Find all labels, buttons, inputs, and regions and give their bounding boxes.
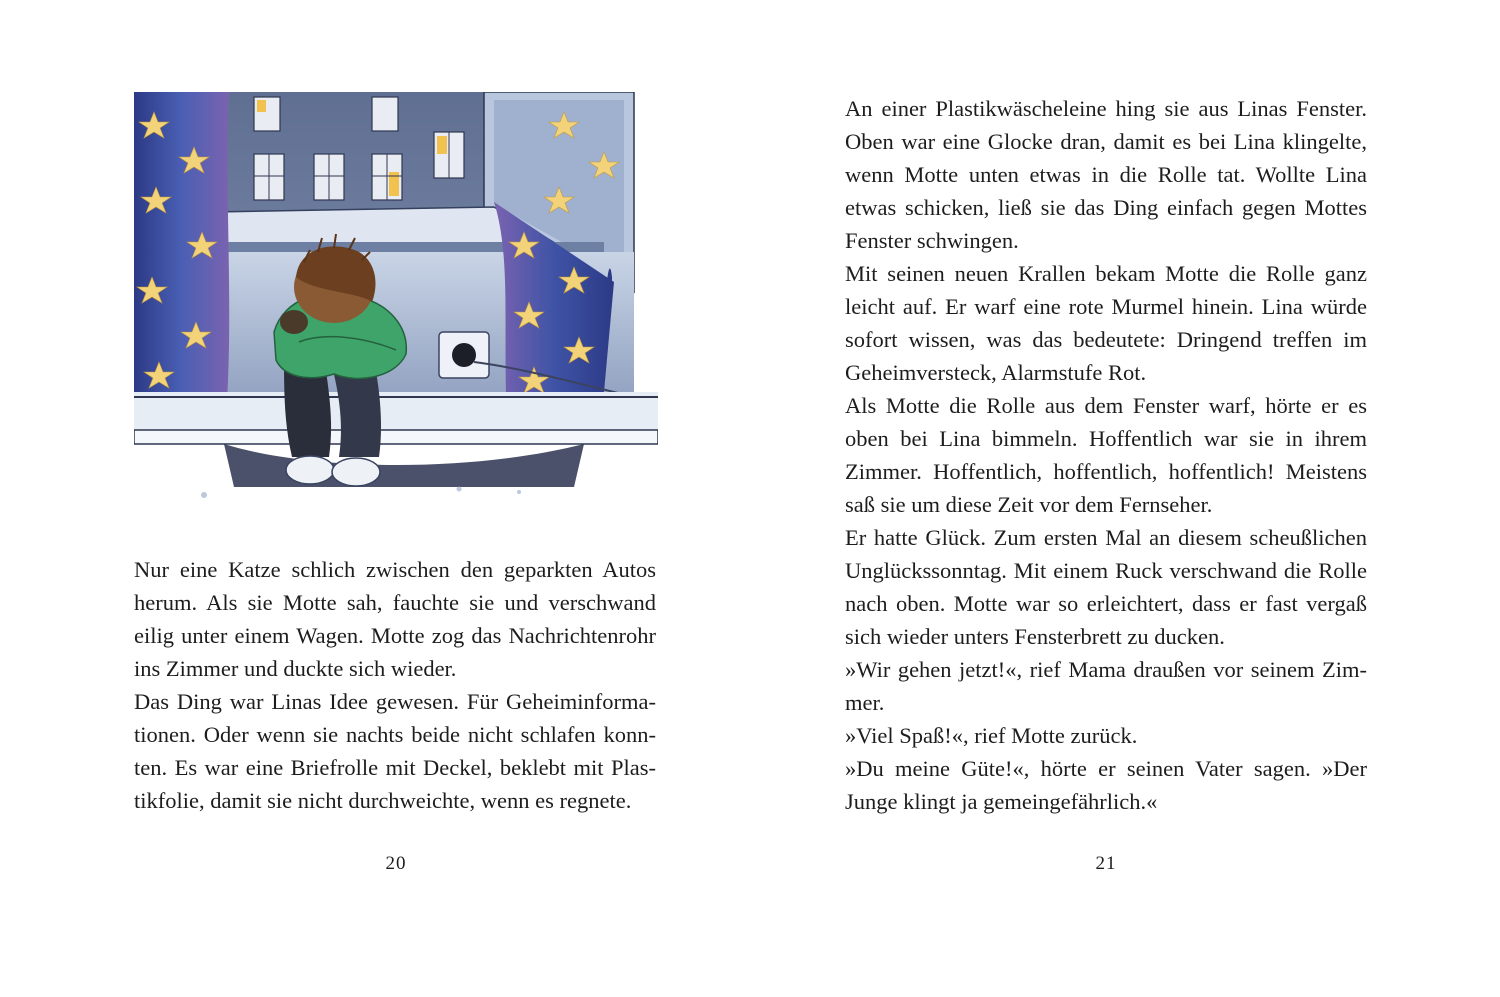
paragraph: Er hatte Glück. Zum ersten Mal an diesem scheußlichen Unglückssonntag. Mit einem Ruck verschwand die Rolle nach oben. Motte war so erleichtert, dass er fast vergaß sich wieder unters Fensterbrett zu ducken. (845, 525, 1367, 649)
right-page (750, 0, 1500, 997)
page-number-left: 20 (385, 853, 407, 874)
paragraph: »Viel Spaß!«, rief Motte zurück. (845, 723, 1138, 748)
paragraph: »Du meine Güte!«, hörte er seinen Vater sagen. »Der Junge klingt ja gemeingefährlich.« (845, 756, 1367, 814)
paragraph: »Wir gehen jetzt!«, rief Mama draußen vor seinem Zimmer. (845, 657, 1367, 715)
paragraph: Als Motte die Rolle aus dem Fenster warf, hörte er es oben bei Lina bimmeln. Hoffentlich war sie in ihrem Zimmer. Hoffentlich, hoffentlich, hoffentlich! Meistens saß sie um diese Zeit vor dem Fernseher. (845, 393, 1367, 517)
paragraph: Das Ding war Linas Idee gewesen. Für Geheiminformationen. Oder wenn sie nachts beide nicht schlafen konnten. Es war eine Briefrolle mit Deckel, beklebt mit Plastikfolie, damit sie nicht durchweichte, wenn es regnete. (134, 689, 656, 813)
paragraph: Nur eine Katze schlich zwischen den geparkten Autos herum. Als sie Motte sah, fauchte sie und verschwand eilig unter einem Wagen. Motte zog das Nachrichtenrohr ins Zimmer und duckte sich wieder. (134, 557, 656, 681)
page-number-right: 21 (1095, 853, 1117, 874)
paragraph: An einer Plastikwäscheleine hing sie aus Linas Fenster. Oben war eine Glocke dran, damit es bei Lina klingelte, wenn Motte unten etwas in die Rolle tat. Wollte Lina etwas schicken, ließ sie das Ding einfach gegen Mottes Fenster schwingen. (845, 96, 1367, 253)
right-page-text (845, 92, 1367, 818)
illustration-boy-at-window (134, 92, 658, 504)
paragraph: Mit seinen neuen Krallen bekam Motte die Rolle ganz leicht auf. Er warf eine rote Murmel hinein. Lina würde sofort wissen, was das bedeutete: Dringend treffen im Geheimversteck, Alarmstufe Rot. (845, 261, 1367, 385)
left-page-text (134, 553, 656, 817)
